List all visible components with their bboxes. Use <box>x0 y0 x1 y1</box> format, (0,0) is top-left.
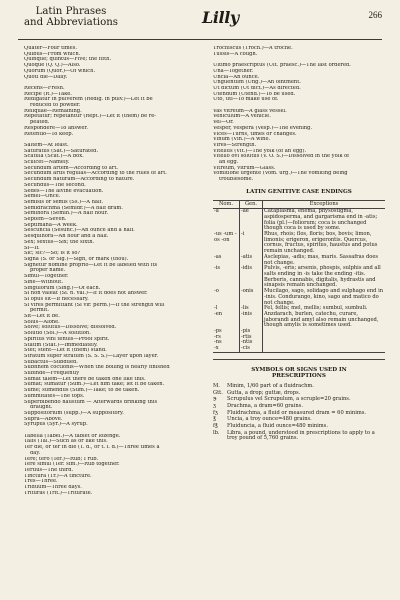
left-column-entry: Singulorum (Sing.)—Of each. <box>24 285 101 291</box>
left-column-entry: Quinque; quintus—Five; the fifth. <box>24 57 112 63</box>
left-column-entry: Saltem—At least. <box>24 142 69 148</box>
symbol-description: Fluidrachma, a fluid or measured dram = 60 minims. <box>227 409 366 416</box>
left-column-entry: Semidrachma (Semidr.)—A half dram. <box>24 205 123 211</box>
left-column-entry: Statim (Stat.)—Immediately. <box>24 342 98 348</box>
left-column-entry: Sume; sumendus (Sum.)—Take; to be taken. <box>24 388 140 394</box>
genitive-row <box>213 209 385 232</box>
left-column-entry: Quoque (Q. Q.)—Also. <box>24 63 81 69</box>
genitive-header-nom: Nom. <box>213 200 240 209</box>
left-column-entry: Semisis or semis (Ss.)—A half. <box>24 199 103 205</box>
left-column-entry: Sedes—The alvine evacuation. <box>24 188 104 194</box>
left-column-entry: Sex; sextus—Six; the sixth. <box>24 239 95 245</box>
left-column-entry: Superbibendo haustum — Afterwards drinking this <box>24 399 158 405</box>
symbol-row <box>213 424 385 430</box>
symbol-row <box>213 404 385 410</box>
right-column-entry: Unguentum (Ung.)—An ointment. <box>213 80 301 86</box>
left-column-entry: Quoti die—Daily. <box>24 74 68 80</box>
left-column-entry: Syrupus (Syr.)—A syrup. <box>24 422 88 428</box>
symbols-title-line1: SYMBOLS OR SIGNS USED IN <box>251 366 347 373</box>
left-column-entry: Sumat talem—Let there be taken one like this. <box>24 376 146 382</box>
left-column-entry: Reliquae—Remaining. <box>24 108 82 114</box>
left-column-entry: Quorum (Quor.)—Of which. <box>24 68 96 74</box>
genitive-nom: -en <box>214 310 223 317</box>
left-column-entry: Tinctura (Tr.)—A tincture. <box>24 473 92 479</box>
left-column-entry: Summitates—The tops. <box>24 393 85 399</box>
right-column-entry: Vinum (Vin.)—A wine. <box>213 137 271 143</box>
genitive-exception: Pulvis, -eris; arsenis, phospis, sulphis and all salts ending in -is take the ending -itis. Berberis, cannabis, digitalis, hydrastis and sinapsis remain unchanged. <box>263 266 386 289</box>
left-column-entry: Si vires permittant (Si vir. perm.)—If the strength will <box>24 302 165 308</box>
left-column-entry: Sumat; sumatur (Sum.)—Let him take; let it be taken. <box>24 382 165 388</box>
symbols-title <box>213 367 385 380</box>
left-column-entry: Tere; tero (Ter.)—Rub; I rub. <box>24 456 99 462</box>
symbol-sign: fʒ <box>213 409 218 416</box>
right-column-entry: Trochiscus (Troch.)—A troche. <box>213 46 293 51</box>
genitive-gen: -inis <box>240 312 263 329</box>
symbol-sign: ʒ <box>213 402 216 409</box>
right-column-entry: Utendum (Utend.)—To be used. <box>213 91 296 97</box>
right-column-entry: Vices—Turns, times or changes. <box>213 131 297 137</box>
left-column-entry: Septimana—A week. <box>24 222 78 228</box>
left-column-entry: Solus—Alone. <box>24 319 60 325</box>
genitive-row <box>213 312 385 329</box>
right-column-entry: Uto, uti—To make use of. <box>213 97 279 103</box>
left-column-entry: Si non valeat (Si. n. val.)—If it does not answer. <box>24 291 148 297</box>
genitive-nom: -is <box>214 265 221 272</box>
left-column-entry: Triduum—Three days. <box>24 485 82 491</box>
genitive-nom: -rs <box>214 333 221 340</box>
genitive-nom: -ns <box>214 339 222 346</box>
left-column-entry: Supra—Above. <box>24 416 63 422</box>
left-column-entry: Solve; solutus—Dissolve; dissolved. <box>24 325 117 331</box>
left-column-entry: Retentio—To keep. <box>24 131 74 137</box>
left-column-entry: Talis (Tal.)—Such as or like this. <box>24 439 108 445</box>
left-column-entry: Sic; sic?—So; is it so? <box>24 251 81 257</box>
symbol-sign: Gtt. <box>213 389 223 396</box>
symbol-description: Minim, 1/60 part of a fluidrachm. <box>227 382 314 389</box>
left-column-entry: Semel—Once. <box>24 194 61 200</box>
page-title-line1: Latin Phrases <box>35 6 107 17</box>
genitive-gen: -lis <box>240 306 263 312</box>
symbol-sign: lb. <box>213 429 220 436</box>
symbol-description: Scrupulus vel Scrupulum, a scruple=20 grains. <box>227 396 351 403</box>
left-column-entry: Signa (S. or Sig.)—Sign, or mark (thou). <box>24 256 129 262</box>
page-header <box>18 6 382 40</box>
symbol-description: Uncia, a troy ounce=480 grains. <box>227 416 312 423</box>
genitive-gen: -ae <box>240 209 263 232</box>
symbols-list <box>213 384 385 442</box>
left-column-entry: Tere simul (Ter. sim.)—Rub together. <box>24 462 120 468</box>
genitive-gen: -ntis <box>240 340 263 346</box>
right-column-entry: Vehiculum—A vehicle. <box>213 114 271 120</box>
left-column <box>24 46 200 497</box>
left-column-entry: Recipe (R.)—Take. <box>24 91 72 97</box>
right-column-entry: Vas vitreum—A glass vessel. <box>213 108 287 114</box>
left-column-entry: Trituras (Trit.)—Triturate. <box>24 490 93 496</box>
left-column-entry: day. <box>30 450 41 456</box>
left-column-entry: Secundum artem—According to art. <box>24 165 119 171</box>
page-title-line2: and Abbreviations <box>23 17 119 29</box>
left-column-entry: Stratum super stratum (S. S. S.)—Layer upon layer. <box>24 353 159 359</box>
right-column-entry: Vomitione urgente (Vom. urg.)—The vomiting being <box>213 171 348 177</box>
left-column-entry: Quibus—From which. <box>24 51 81 57</box>
left-column-entry: Scatula (Scat.)—A box. <box>24 154 84 160</box>
left-column-entry: Si opus sit—If necessary. <box>24 296 89 302</box>
left-column-entry: Secundum artis regulas—According to the rules of art. <box>24 171 167 177</box>
symbol-sign: f℥ <box>213 423 218 430</box>
left-column-entry: Sit—Let it be. <box>24 314 60 320</box>
genitive-nom: -a <box>214 208 219 215</box>
genitive-title: LATIN GENITIVE CASE ENDINGS <box>246 188 352 195</box>
genitive-exception: Anzdarach, burlen, catechu, curare, jaborandi and amyl also remain unchanged, though amylis is sometimes used. <box>263 312 386 329</box>
lilly-logo: Lilly <box>202 8 239 27</box>
left-column-entry: Simul—Together. <box>24 274 69 280</box>
left-column-entry: Ter die, or ter in die (T. d., or t. i. d.)—Three times a <box>24 445 160 451</box>
genitive-gen: -onis <box>240 289 263 306</box>
genitive-row <box>213 232 385 255</box>
right-column-entry: troublesome. <box>219 177 254 183</box>
left-column-entry: Scilicet—Namely. <box>24 160 70 166</box>
symbol-sign: ℥ <box>213 416 216 423</box>
right-column-entry: Vesper, vespera (Vesp.)—The evening. <box>213 125 313 131</box>
right-column-entry: an egg. <box>219 160 239 166</box>
genitive-table <box>213 200 385 353</box>
genitive-nom: -x <box>213 346 240 352</box>
left-column-entry: Sine—Without. <box>24 279 63 285</box>
symbols-title-line2: PRESCRIPTIONS <box>272 373 326 380</box>
left-column-entry: Secundum naturam—According to nature. <box>24 177 135 183</box>
symbol-description: Libra, a pound, understood in prescriptions to apply to a troy pound of 5,760 grains. <box>227 429 375 442</box>
genitive-row <box>213 289 385 306</box>
left-column-entry: reduced to powder. <box>30 103 81 109</box>
right-column-entry: Vitreum, vitrum—Glass. <box>213 165 276 171</box>
left-column-entry: Repetatur; repetantur (Rept.)—Let it (them) be re- <box>24 114 157 120</box>
genitive-gen: -atis <box>240 255 263 266</box>
symbol-description: Fluiduncia, a fluid ounce=480 minims. <box>227 423 328 430</box>
left-column-entry: Septem—Seven. <box>24 217 67 223</box>
left-column-entry: Redigatur in pulverem (Redig. in pulv.)—Let it be <box>24 97 153 103</box>
right-column-entry: Ut dictum (Ut dict.)—As directed. <box>213 85 301 91</box>
right-column-entry: Tussis—A cough. <box>213 51 258 57</box>
page-title <box>18 6 124 28</box>
symbol-sign: ℈ <box>213 396 217 403</box>
right-column-entry: Ultimo praescriptus (Ult. praesc.)—The last ordered. <box>213 63 351 69</box>
left-column-entry: Recens—Fresh. <box>24 85 65 91</box>
page-number: 266 <box>368 10 382 20</box>
left-column-entry: peated. <box>30 120 50 126</box>
left-column-entry: Subinde—Frequently <box>24 371 80 377</box>
genitive-gen: -idis <box>240 266 263 289</box>
right-column-entry: Vel—Or. <box>213 120 234 126</box>
genitive-row <box>213 346 385 352</box>
symbols-rule <box>213 359 385 360</box>
right-column-entry: Vitello ovi solutus (V. O. S.)—Dissolved in the yolk of <box>213 154 350 160</box>
left-column-entry: Signetur nomine proprio—Let it be labeled with its <box>24 262 158 268</box>
symbol-description: Gutta, a drop; guttæ, drops. <box>227 389 301 396</box>
left-column-entry: draught. <box>30 405 53 411</box>
right-column-entry: Vires—Strength. <box>213 142 257 148</box>
left-column-entry: Suppositorium (supp.)—A suppository. <box>24 410 124 416</box>
left-column-entry: permit. <box>30 308 50 314</box>
symbol-row <box>213 384 385 390</box>
genitive-nom: -o <box>214 288 219 295</box>
left-column-entry: Subfinem coctionis—When the boiling is nearly finished <box>24 365 170 371</box>
genitive-exception: Mucilago, sago, solidago and sulphago end in -inis. Condurango, kino, sago and matico do not change. <box>264 288 384 306</box>
genitive-exception: Fel, fellis; mel, mellis; sumbul, sumbuli. <box>263 306 386 312</box>
left-column-entry: Sescuncia (Sesunc.)—An ounce and a half. <box>24 228 135 234</box>
genitive-nom: -us -um -os -on <box>214 231 237 243</box>
genitive-row <box>213 266 385 289</box>
left-column-entry: Tabella (Tabel.)—A tablet or lozenge. <box>24 433 121 439</box>
left-column-entry: Quater—Four times. <box>24 46 77 51</box>
left-column-entry: Solutio (Sol.)—A solution. <box>24 331 91 337</box>
genitive-gen: -pis <box>240 329 263 335</box>
genitive-header-gen: Gen. <box>240 200 263 209</box>
genitive-exception: Rhus, rhois; flos, floris; bos, bovis; limon, limonis; erigeron, erigerontis. Quercus, cornus, fructus, spiritus, haustus and potus remain unchanged. <box>263 232 386 255</box>
left-column-entry: Tertius—The third. <box>24 467 74 473</box>
right-column-entry: Una—Together. <box>213 68 254 74</box>
genitive-gen: -rtis <box>240 335 263 341</box>
left-column-entry: Saturatus (Sat.)—Saturated. <box>24 148 99 154</box>
left-column-entry: Si—If. <box>24 245 40 251</box>
left-column-entry: Respondere—To answer. <box>24 125 88 131</box>
right-column-entry: Uncia—An ounce. <box>213 74 260 80</box>
header-rule <box>18 39 382 40</box>
genitive-gen: -cis <box>240 346 263 352</box>
genitive-header-exceptions: Exceptions <box>263 200 386 209</box>
genitive-nom: -l <box>214 305 218 312</box>
genitive-gen: -i <box>240 232 263 255</box>
left-column-entry: proper name. <box>30 268 66 274</box>
right-entries <box>213 46 385 183</box>
left-column-entry: Tres—Three. <box>24 479 58 485</box>
symbol-description: Drachma, a dram=60 grains. <box>227 402 303 409</box>
left-column-entry: Secundus—The second. <box>24 182 86 188</box>
genitive-nom: -ps <box>214 328 222 335</box>
genitive-nom: -as <box>214 253 222 260</box>
genitive-exception: Asclepias, -adis; mas, maris. Sassafras does not change. <box>263 255 386 266</box>
genitive-exception <box>263 346 386 352</box>
left-column-entry: Stet; stent—Let it (them) stand. <box>24 348 107 354</box>
left-column-entry: Sesquihora—An hour and a half. <box>24 234 109 240</box>
left-column-entry: Subactus—Subdued. <box>24 359 78 365</box>
symbol-row <box>213 431 385 442</box>
left-column-entry: Semihora (Semih.)—A half hour. <box>24 211 108 217</box>
genitive-exception: Cataplasma, enema, physostigma, aspidosperma, and gargarisma end in -atis; folia (pl.)—foliorum; coca is unchanged though coca is used by some. <box>263 209 386 232</box>
left-column-entry: Spiritus vini tenuis—Proof spirit. <box>24 336 110 342</box>
right-column <box>213 46 385 442</box>
symbol-sign: M. <box>213 382 220 389</box>
right-column-entry: Vitellus (Vit.)—The yolk (of an egg). <box>213 148 307 154</box>
genitive-body <box>213 209 385 353</box>
